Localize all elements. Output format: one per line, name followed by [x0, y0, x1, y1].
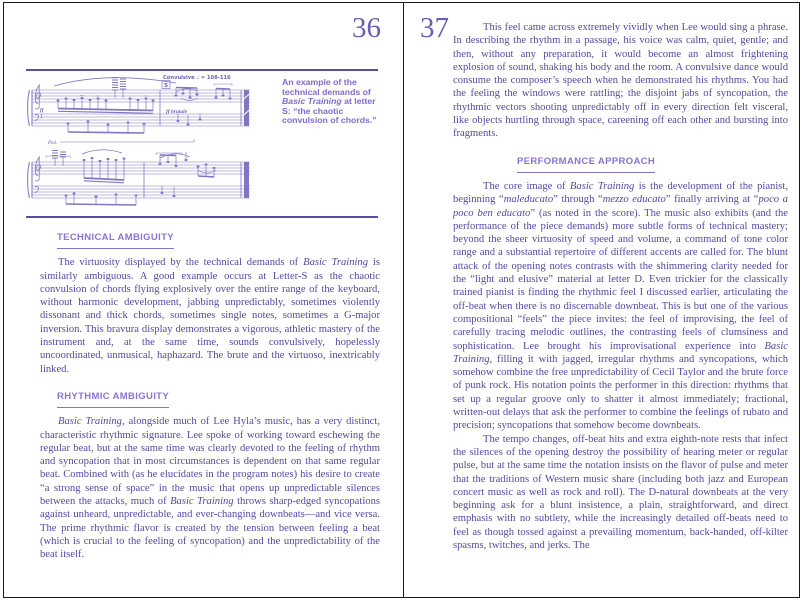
music-notation — [26, 74, 258, 212]
dynamic-marking-left: ff — [40, 107, 44, 114]
page-number-right: 37 — [420, 12, 449, 44]
tempo-marking: Convulsive ♩ = 108-116 — [163, 74, 231, 81]
paragraph-performance-2: The tempo changes, off-beat hits and extra eighth-note rests that infect the silences of the opening destroy the possibility of hearing meter or regular pulse, but at the same time the notation insists on the flavor of pulse and meter that the traditions of Western music share (including both jazz and European concert music as well as rock and roll). The D-natural downbeats at the very beginning ask for a blunt insistence, a plain, straightforward, and direct emphasis with no subtlety, while the increasingly detailed off-beats need to feel as though tossed against a prevailing momentum, back-handed, off-kilter spasms, twitches, and jerks. The — [453, 433, 788, 551]
paragraph-technical-ambiguity: The virtuosity displayed by the technical demands of Basic Training is similarly ambiguous. A good example occurs at Letter-S as the chaotic convulsion of chords flying explosively over the entire range of the keyboard, without harmonic development, jabbing unpredictably, sometimes violently dissonant and thick chords, sometimes single notes, sometimes a G-major inversion. This bravura display demonstrates a vigorous, athletic mastery of the instrument and, at the same time, sounds convulsively, hopelessly uncoordinated, unmusical, haphazard. The brute and the virtuoso, inextricably linked. — [40, 257, 380, 375]
page-number-left: 36 — [352, 12, 381, 44]
page-spread — [3, 2, 800, 598]
music-figure — [26, 69, 378, 218]
page-37 — [404, 3, 799, 597]
page-36 — [4, 3, 404, 597]
left-text-column — [40, 231, 380, 562]
right-text-column — [453, 21, 788, 552]
rehearsal-letter: S — [163, 83, 169, 89]
section-heading-performance-approach: PERFORMANCE APPROACH — [517, 155, 788, 173]
paragraph-performance-1: The core image of Basic Training is the development of the pianist, beginning “maleducato” through “mezzo educato” finally arriving at “poco a poco ben educato” (as noted in the score). The music also exhibits (and the performance of the piece demands) more subtle forms of technical mastery; beyond the sheer virtuosity of speed and volume, a command of tone color range and a substantial repertoire of different accents are called for. The blunt attack of the opening notes contrasts with the shimmering clarity needed for the “light and elusive” material at letter D. Even trickier for the classically trained pianist is finding the rhythmic feel I discussed earlier, articulating the off-beat when there is no discernable downbeat. This is but one of the various compositional “feels” the piece invites: the feel of improvising, the feel of carefully tracing melodic outlines, the contrasting feels of clumsiness and sophistication. Lee brought his improvisational experience into Basic Training, filling it with jagged, irregular rhythms and syncopations, which somehow combine the free unpredictability of Cecil Taylor and the brute force of punk rock. His notation points the performer in this direction: rhythms that set up a regular groove only to shatter it almost immediately; fractional, written-out delays that ask the performer to combine the feelings of rubato and precision; syncopations that somehow become downbeats. — [453, 180, 788, 432]
paragraph-rhythmic-ambiguity: Basic Training, alongside much of Lee Hyla’s music, has a very distinct, characteristic rhythmic signature. Lee spoke of working toward eschewing the regular beat, but at the same time was clearly devoted to the feeling of rhythm and syncopation that in most circumstances is dependent on that same regular beat. Combined with (as he elucidates in the program notes) his desire to create “a strong sense of space” in the music that opens up unpredictable silences between the attacks, much of Basic Training throws sharp-edged syncopations against unheard, unpredictable, and ever-changing downbeats—and vice versa. The prime rhythmic flavor is created by the tension between feeling a beat (which is crucial to the feeling of syncopation) and the unpredictability of the beat itself. — [40, 416, 380, 561]
figure-caption: An example of the technical demands of Basic Training at letter S: “the chaotic convulsion of chords.” — [282, 77, 377, 126]
pedal-marking: Ped. — [48, 141, 58, 146]
paragraph-intro: This feel came across extremely vividly when Lee would sing a phrase. In describing the rhythm in a passage, his voice was calm, quiet, gentle; and then, without any preparation, it would become an almost frightening explosion of sound, shaking his body and the room. A convulsive dance would consume the composer’s speech when he demonstrated his rhythms. You had the feeling the windows were rattling; the disjoint jabs of syncopation, the rhythmic vectors shooting unpredictably off in every direction felt visceral, like objects hurtling through space, careening off each other and bursting into fragments. — [453, 22, 788, 140]
section-heading-rhythmic-ambiguity: RHYTHMIC AMBIGUITY — [57, 390, 380, 408]
section-heading-technical-ambiguity: TECHNICAL AMBIGUITY — [57, 231, 380, 249]
dynamic-marking-mid: ff brutale — [166, 109, 188, 115]
